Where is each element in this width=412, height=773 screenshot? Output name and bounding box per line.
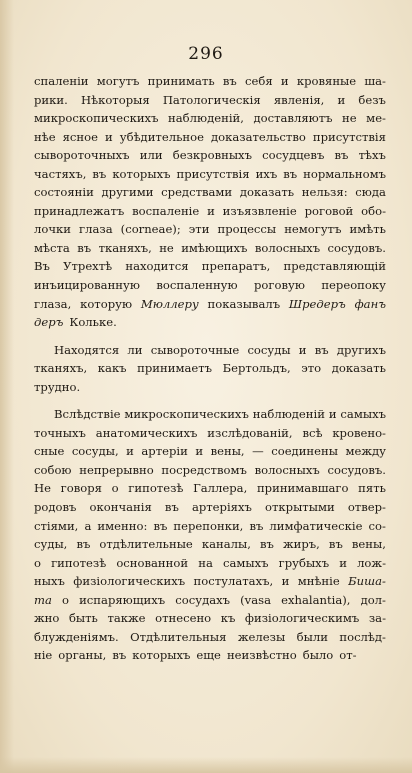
word: вены, [351,537,386,552]
text-line [34,295,386,314]
word: не [342,111,357,126]
word: — [252,444,264,459]
word: которыхъ [132,648,191,663]
word: волосныхъ [254,240,321,255]
word: сюда [355,185,386,200]
word: лимфатическіе [269,518,363,533]
word: на [198,555,213,570]
text-line [34,313,386,332]
word: въ [314,342,329,357]
word: анатомическихъ [95,425,198,440]
word: тканяхъ, [98,240,152,255]
word: воспаленную [156,278,238,293]
text-line [34,572,386,591]
word: мѣста [34,240,70,255]
word: отдѣлительные [99,537,193,552]
word: которую [80,296,133,311]
word: самыхъ [340,407,386,422]
word: немогутъ [284,222,342,237]
word: нормальномъ [303,166,386,181]
text-line [34,202,386,221]
word: мнѣніе [297,574,340,589]
word: микроскопическихъ [124,407,249,422]
word: пять [358,481,386,496]
word: сосудцевъ [262,148,325,163]
text-line [34,378,386,397]
word: въ [260,537,274,552]
word: состояніи [34,185,94,200]
word: также [107,611,146,626]
word: сосуды [247,342,291,357]
word: Патологическія [162,92,261,107]
word: непрерывно [79,462,154,477]
word: переопоку [321,278,386,293]
word: сосуды, [71,444,119,459]
word: основанной [116,555,189,570]
word: каналы, [201,537,251,552]
word: трудно. [34,379,81,394]
word: родовъ [34,500,77,515]
word: ихъ [255,166,278,181]
word: которыхъ [112,166,171,181]
italic-word: Мюллеру [140,296,199,311]
italic-word: деръ [34,315,64,330]
word: явленія, [273,92,325,107]
word: принимавшаго [256,481,349,496]
word: доставляютъ [253,111,333,126]
word: ніе [34,648,53,663]
word: или [139,148,163,163]
text-line [34,535,386,554]
word: (corneae); [120,222,181,237]
word: лож- [357,555,386,570]
word: присутствія [312,129,386,144]
italic-word: Шредеръ [288,296,346,311]
text-line [34,424,386,443]
text-line [34,359,386,378]
text-line [34,91,386,110]
text-line [34,646,386,665]
word: наблюденій [252,407,325,422]
word: (vasa [240,592,272,607]
word: обо- [361,203,386,218]
text-line [34,220,386,239]
word: это [301,361,322,376]
word: и [281,574,290,589]
word: принадлежатъ [34,203,125,218]
text-line [34,183,386,202]
word: показывалъ [207,296,281,311]
word: присутствія [176,166,250,181]
text-line [34,554,386,573]
word: Бертольдъ, [222,361,291,376]
word: Находятся [54,342,120,357]
word: роговой [304,203,354,218]
word: въ [153,518,168,533]
text-line [34,591,386,610]
word: блужденіямъ. [34,629,119,644]
word: другихъ [336,342,386,357]
word: Утрехтѣ [63,259,113,274]
word: спаленіи [34,74,89,88]
word: и [105,129,113,144]
word: гипотезѣ [51,555,107,570]
word: не [159,240,174,255]
word: а [84,518,92,533]
word: и [207,203,215,218]
word: принимать [147,74,215,88]
word: точныхъ [34,425,86,440]
word: ме- [366,111,386,126]
word: наблюденій, [168,111,244,126]
word: между [345,444,386,459]
word: сные [34,444,65,459]
word: имѣющихъ [181,240,248,255]
word: Кольке. [69,315,117,330]
word: открытыми [265,500,335,515]
text-line [34,461,386,480]
word: собою [34,462,72,477]
text-line [34,257,386,276]
word: рики. [34,92,68,107]
word: роговую [254,278,305,293]
word: вены, [210,444,245,459]
word: физіологическимъ [244,611,360,626]
word: къ [220,611,236,626]
word: изслѣдованій, [207,425,293,440]
text-line [34,72,386,91]
word: соединены [271,444,338,459]
word: и [339,555,347,570]
paragraph [34,72,386,332]
word: и [195,444,204,459]
word: ныхъ [34,574,65,589]
word: самыхъ [222,555,269,570]
word: лочки [34,222,71,237]
word: тканяхъ, [34,361,88,376]
word: о [34,555,41,570]
italic-word: Кольке [69,315,114,330]
text-line [34,405,386,424]
word: доказательство [210,129,306,144]
word: безъ [358,92,386,107]
word: въ [283,166,298,181]
word: глаза [79,222,113,237]
word: волосныхъ [254,462,320,477]
word: exhalantia), [281,592,351,607]
paragraph-gap [34,332,386,341]
word: быть [68,611,98,626]
word: нельзя: [301,185,348,200]
word: ясное [62,129,98,144]
text-line [34,517,386,536]
word: въ [222,74,237,88]
text-line [34,442,386,461]
word: окончанія [89,500,152,515]
word: посредствомъ [161,462,247,477]
word: въ [92,166,107,181]
word: Отдѣлительныя [130,629,227,644]
word: за- [368,611,386,626]
word: о [111,481,119,496]
word: препаратъ, [201,259,271,274]
italic-word: Галлера [193,481,244,496]
word: испаряющихъ [79,592,166,607]
word: артеріи [141,444,188,459]
italic-word: Бертольдъ [222,361,287,376]
word: убѣдительное [119,129,204,144]
word: отвер- [347,500,386,515]
paragraph [34,341,386,397]
text-line [34,109,386,128]
word: принимаетъ [137,361,213,376]
word: сосудахъ [175,592,231,607]
word: неизвѣстно [226,648,297,663]
word: дол- [360,592,386,607]
word: въ [164,500,179,515]
word: средствами [161,185,233,200]
italic-word: Биша- [348,574,386,589]
page-edge-shadow-bottom [0,757,412,773]
word: сосудовъ. [327,240,386,255]
word: безкровныхъ [172,148,252,163]
word: процессы [217,222,277,237]
word: инъицированную [34,278,140,293]
word: грубыхъ [278,555,330,570]
text-line [34,341,386,360]
word: всѣ [302,425,323,440]
word: о [62,592,69,607]
text-line [34,165,386,184]
word: именно: [97,518,148,533]
word: отнесено [155,611,212,626]
page-number: 296 [188,44,224,64]
word: со- [368,518,386,533]
text-line [34,498,386,517]
word: имѣть [349,222,386,237]
text-line [34,128,386,147]
word: воспаленіе [132,203,200,218]
word: представляющій [283,259,386,274]
word: Галлера, [193,481,248,496]
word: железы [237,629,286,644]
word: Въ [34,259,50,274]
word: артеріяхъ [191,500,252,515]
word: какъ [97,361,127,376]
paragraph-gap [34,396,386,405]
word: доказать [239,185,295,200]
word: органы, [58,648,107,663]
word: послѣд- [339,629,386,644]
text-line [34,609,386,628]
word: суды, [34,537,68,552]
word: глаза, [34,296,72,311]
word: въ [77,240,92,255]
word: Вслѣдствіе [54,407,121,422]
word: Не [34,481,51,496]
word: еще [196,648,221,663]
word: и [280,74,289,88]
word: от- [339,648,357,663]
word: микроскопическихъ [34,111,159,126]
word: жиръ, [282,537,320,552]
word: могутъ [96,74,140,88]
word: ша- [364,74,386,88]
body-text [34,72,386,665]
word: сывороточные [150,342,240,357]
word: сывороточныхъ [34,148,130,163]
text-line [34,146,386,165]
word: ли [127,342,143,357]
page-edge-shadow-left [0,0,14,773]
word: другими [101,185,154,200]
text-line [34,239,386,258]
word: находится [125,259,189,274]
word: Нѣкоторыя [80,92,150,107]
word: гипотезѣ [128,481,184,496]
word: въ [249,518,264,533]
word: были [296,629,328,644]
word: нѣе [34,129,56,144]
text-line [34,479,386,498]
word: и [328,407,337,422]
word: физіологическихъ [73,574,186,589]
word: постулатахъ, [193,574,274,589]
word: и [126,444,134,459]
word: себя [245,74,273,88]
word: сосудовъ. [327,462,386,477]
word: говоря [60,481,102,496]
italic-word: фанъ [354,296,386,311]
italic-word: та [34,592,52,607]
word: кровено- [332,425,386,440]
word: частяхъ, [34,166,87,181]
word: перепонки, [173,518,244,533]
word: и [337,92,346,107]
word: тѣхъ [358,148,386,163]
word: въ [112,648,127,663]
word: въ [334,148,349,163]
word: было [302,648,334,663]
word: стіями, [34,518,79,533]
text-line [34,628,386,647]
word: въ [76,537,91,552]
text-line [34,276,386,295]
word: въ [328,537,343,552]
paragraph [34,405,386,665]
word: и [298,342,307,357]
word: кровяные [296,74,357,88]
word: эти [188,222,210,237]
word: жно [34,611,60,626]
word: изъязвленіе [222,203,297,218]
word: доказать [331,361,386,376]
